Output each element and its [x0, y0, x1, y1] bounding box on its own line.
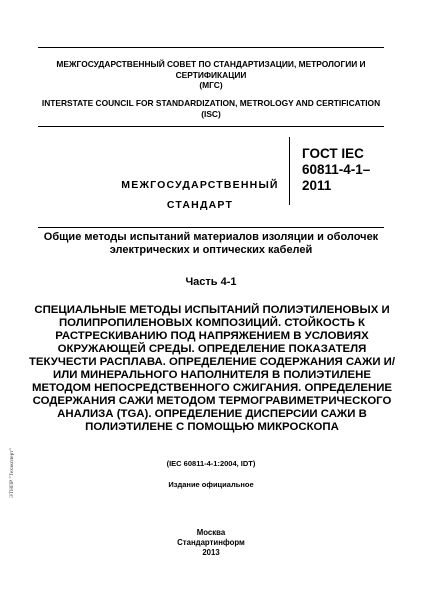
imprint-year: 2013	[202, 548, 220, 557]
designation-line3: 2011	[302, 178, 332, 193]
designation-line2: 60811-4-1–	[302, 162, 371, 177]
general-title: Общие методы испытаний материалов изоляции и оболочек электрических и оптических кабелей	[43, 231, 379, 256]
standard-type-line2: СТАНДАРТ	[166, 199, 234, 211]
council-en-abbr: (ISC)	[201, 108, 221, 119]
council-en	[38, 98, 384, 119]
imprint-publisher: Стандартинформ	[177, 538, 245, 547]
top-rule	[38, 47, 384, 48]
side-stamp: ЭТНПР "Техэксперт"	[9, 448, 15, 498]
standard-type	[105, 178, 295, 212]
council-ru-abbr: (МГС)	[199, 80, 223, 90]
special-title: СПЕЦИАЛЬНЫЕ МЕТОДЫ ИСПЫТАНИЙ ПОЛИЭТИЛЕНОВЫХ И ПОЛИПРОПИЛЕНОВЫХ КОМПОЗИЦИЙ. СТОЙКОСТЬ К РАСТРЕСКИВАНИЮ ПОД НАПРЯЖЕНИЕМ В УСЛОВИЯХ ОКРУЖАЮЩЕЙ СРЕДЫ. ОПРЕДЕЛЕНИЕ ПОКАЗАТЕЛЯ ТЕКУЧЕСТИ РАСПЛАВА. ОПРЕДЕЛЕНИЕ СОДЕРЖАНИЯ САЖИ И/ИЛИ МИНЕРАЛЬНОГО НАПОЛНИТЕЛЯ В ПОЛИЭТИЛЕНЕ МЕТОДОМ НЕПОСРЕДСТВЕННОГО СЖИГАНИЯ. ОПРЕДЕЛЕНИЕ СОДЕРЖАНИЯ САЖИ МЕТОДОМ ТЕРМОГРАВИМЕТРИЧЕСКОГО АНАЛИЗА (TGA). ОПРЕДЕЛЕНИЕ ДИСПЕРСИИ САЖИ В ПОЛИЭТИЛЕНЕ С ПОМОЩЬЮ МИКРОСКОПА	[28, 304, 396, 433]
title-rule	[38, 227, 384, 228]
designation-bracket-line	[289, 137, 290, 205]
council-ru	[38, 59, 384, 91]
standard-designation	[302, 146, 370, 194]
imprint-city: Москва	[196, 528, 226, 537]
council-ru-name: МЕЖГОСУДАРСТВЕННЫЙ СОВЕТ ПО СТАНДАРТИЗАЦИИ, МЕТРОЛОГИИ И СЕРТИФИКАЦИИ	[56, 59, 366, 80]
iec-reference: (IEC 60811-4-1:2004, IDT)	[166, 459, 256, 468]
designation-line1: ГОСТ IEC	[302, 146, 364, 161]
council-en-name: INTERSTATE COUNCIL FOR STANDARDIZATION, METROLOGY AND CERTIFICATION	[41, 98, 381, 108]
council-rule	[38, 126, 384, 127]
standard-type-line1: МЕЖГОСУДАРСТВЕННЫЙ	[121, 179, 279, 191]
part-number: Часть 4-1	[185, 276, 237, 288]
official-edition: Издание официальное	[168, 480, 254, 489]
imprint	[30, 528, 392, 558]
